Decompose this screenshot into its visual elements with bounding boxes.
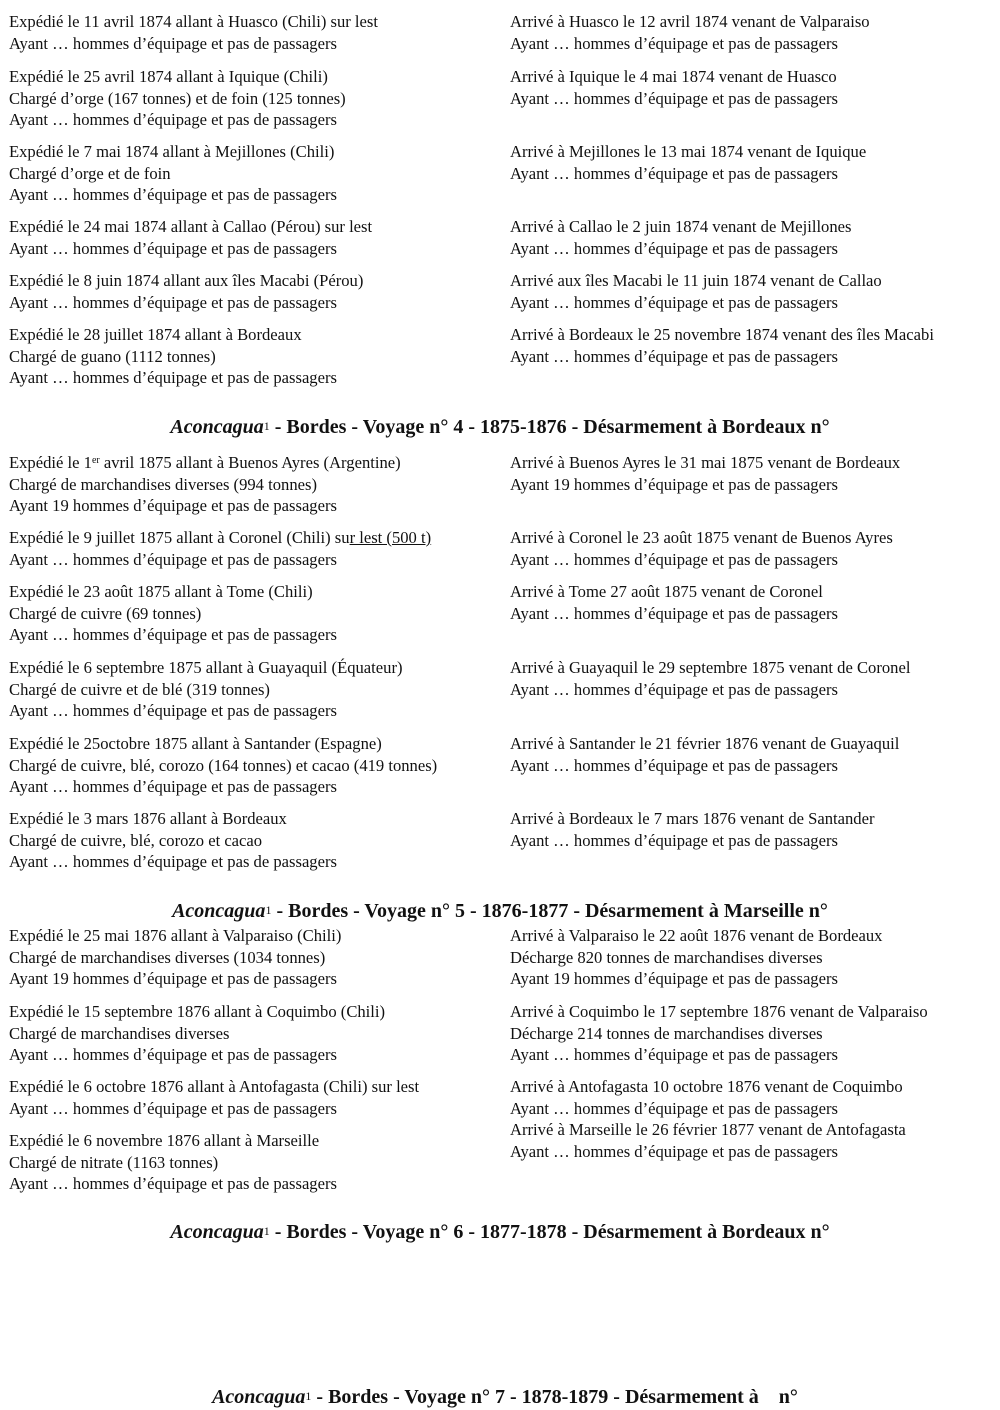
arrival-line: Arrivé à Bordeaux le 25 novembre 1874 venant des îles Macabi — [510, 325, 934, 344]
text: avril 1875 allant à Buenos Ayres (Argentine) — [99, 453, 401, 472]
voyage-header — [0, 414, 1000, 440]
arrival-line: Arrivé à Coquimbo le 17 septembre 1876 venant de Valparaiso — [510, 1002, 928, 1021]
arrival-line: Arrivé à Buenos Ayres le 31 mai 1875 venant de Bordeaux — [510, 453, 901, 472]
departure-line: Expédié le 11 avril 1874 allant à Huasco (Chili) sur lest — [9, 12, 378, 31]
arrival-line: Arrivé à Coronel le 23 août 1875 venant de Buenos Ayres — [510, 528, 893, 547]
departure-entry — [9, 527, 431, 570]
departure-entry — [9, 581, 337, 646]
crew-line: Ayant … hommes d’équipage et pas de passagers — [9, 625, 337, 645]
arrival-line: Arrivé à Santander le 21 février 1876 venant de Guayaquil — [510, 734, 900, 753]
departure-line: Expédié le 3 mars 1876 allant à Bordeaux — [9, 809, 287, 828]
voyage-header — [0, 1219, 1000, 1245]
departure-entry — [9, 216, 372, 259]
arrival-entry — [510, 1001, 928, 1066]
departure-line: Expédié le 6 novembre 1876 allant à Marseille — [9, 1131, 320, 1150]
cargo-line: Chargé d’orge (167 tonnes) et de foin (125 tonnes) — [9, 88, 346, 108]
ship-name: Aconcagua — [212, 1386, 306, 1408]
cargo-line: Chargé de marchandises diverses (994 tonnes) — [9, 474, 317, 494]
voyage-title: - Bordes - Voyage n° 7 - 1878-1879 - Désarmement à n° — [311, 1386, 798, 1408]
crew-line: Ayant … hommes d’équipage et pas de passagers — [510, 163, 838, 183]
ship-name: Aconcagua — [170, 1221, 264, 1243]
discharge-line: Décharge 820 tonnes de marchandises diverses — [510, 947, 823, 967]
arrival-entry — [510, 66, 838, 109]
arrival-entry — [510, 11, 870, 54]
crew-line: Ayant … hommes d’équipage et pas de passagers — [9, 1098, 337, 1118]
crew-line: Ayant … hommes d’équipage et pas de passagers — [9, 292, 337, 312]
crew-line: Ayant … hommes d’équipage et pas de passagers — [510, 549, 838, 569]
ship-name: Aconcagua — [170, 416, 264, 438]
arrival-line: Arrivé à Iquique le 4 mai 1874 venant de Huasco — [510, 67, 837, 86]
departure-entry — [9, 1076, 419, 1119]
crew-line: Ayant 19 hommes d’équipage et pas de passagers — [510, 969, 838, 989]
cargo-line: Chargé de nitrate (1163 tonnes) — [9, 1152, 219, 1172]
cargo-line: Chargé de cuivre, blé, corozo (164 tonnes) et cacao (419 tonnes) — [9, 755, 438, 775]
ship-name: Aconcagua — [172, 900, 266, 922]
departure-entry — [9, 66, 346, 131]
departure-line — [9, 527, 431, 549]
crew-line: Ayant … hommes d’équipage et pas de passagers — [9, 1174, 337, 1194]
departure-entry — [9, 808, 337, 873]
crew-line: Ayant … hommes d’équipage et pas de passagers — [9, 852, 337, 872]
departure-line: Expédié le 23 août 1875 allant à Tome (Chili) — [9, 582, 313, 601]
cargo-line: Chargé d’orge et de foin — [9, 163, 171, 183]
arrival-entry — [510, 733, 899, 776]
voyage-title: - Bordes - Voyage n° 4 - 1875-1876 - Désarmement à Bordeaux n° — [269, 416, 830, 438]
cargo-line: Chargé de marchandises diverses (1034 tonnes) — [9, 947, 326, 967]
departure-entry — [9, 1130, 337, 1195]
crew-line: Ayant … hommes d’équipage et pas de passagers — [9, 185, 337, 205]
crew-line: Ayant … hommes d’équipage et pas de passagers — [9, 110, 337, 130]
crew-line: Ayant … hommes d’équipage et pas de passagers — [9, 701, 337, 721]
voyage-header — [0, 898, 1000, 924]
crew-line: Ayant … hommes d’équipage et pas de passagers — [510, 88, 838, 108]
arrival-line: Arrivé à Valparaiso le 22 août 1876 venant de Bordeaux — [510, 926, 883, 945]
crew-line: Ayant … hommes d’équipage et pas de passagers — [9, 33, 337, 53]
arrival-line: Arrivé à Mejillones le 13 mai 1874 venant de Iquique — [510, 142, 867, 161]
cargo-line: Chargé de cuivre et de blé (319 tonnes) — [9, 679, 270, 699]
departure-entry — [9, 11, 378, 54]
text: Expédié le 9 juillet 1875 allant à Coronel (Chili) su — [9, 528, 350, 547]
departure-line: Expédié le 25 avril 1874 allant à Iquique (Chili) — [9, 67, 328, 86]
departure-entry — [9, 1001, 385, 1066]
crew-line: Ayant … hommes d’équipage et pas de passagers — [510, 603, 838, 623]
arrival-entry — [510, 527, 893, 570]
departure-entry — [9, 452, 401, 517]
departure-entry — [9, 657, 403, 722]
voyage-title: - Bordes - Voyage n° 5 - 1876-1877 - Désarmement à Marseille n° — [271, 900, 828, 922]
underlined-text: r lest (500 t) — [349, 528, 432, 547]
ordinal-suffix: er — [91, 455, 100, 466]
crew-line: Ayant … hommes d’équipage et pas de passagers — [510, 238, 838, 258]
arrival-entry — [510, 141, 866, 184]
departure-line: Expédié le 24 mai 1874 allant à Callao (Pérou) sur lest — [9, 217, 373, 236]
departure-line: Expédié le 6 octobre 1876 allant à Antofagasta (Chili) sur lest — [9, 1077, 420, 1096]
departure-line: Expédié le 28 juillet 1874 allant à Bordeaux — [9, 325, 302, 344]
cargo-line: Chargé de guano (1112 tonnes) — [9, 346, 216, 366]
departure-line — [9, 452, 401, 474]
voyage-header — [0, 1358, 1000, 1410]
crew-line: Ayant … hommes d’équipage et pas de passagers — [510, 33, 838, 53]
arrival-entry — [510, 1076, 906, 1162]
arrival-line: Arrivé à Huasco le 12 avril 1874 venant de Valparaiso — [510, 12, 870, 31]
crew-line: Ayant 19 hommes d’équipage et pas de passagers — [9, 969, 337, 989]
crew-line: Ayant … hommes d’équipage et pas de passagers — [510, 830, 838, 850]
cargo-line: Chargé de cuivre (69 tonnes) — [9, 603, 202, 623]
arrival-entry — [510, 925, 882, 990]
footnote-marker: 1 — [305, 1389, 312, 1403]
crew-line: Ayant … hommes d’équipage et pas de passagers — [510, 679, 838, 699]
arrival-entry — [510, 324, 934, 367]
crew-line: Ayant 19 hommes d’équipage et pas de passagers — [510, 474, 838, 494]
cargo-line: Chargé de marchandises diverses — [9, 1023, 230, 1043]
arrival-line: Arrivé à Guayaquil le 29 septembre 1875 venant de Coronel — [510, 658, 911, 677]
arrival-line: Arrivé à Antofagasta 10 octobre 1876 venant de Coquimbo — [510, 1077, 903, 1096]
arrival-line: Arrivé à Marseille le 26 février 1877 venant de Antofagasta — [510, 1120, 906, 1140]
crew-line: Ayant … hommes d’équipage et pas de passagers — [9, 368, 337, 388]
arrival-line: Arrivé aux îles Macabi le 11 juin 1874 venant de Callao — [510, 271, 882, 290]
footnote-marker: 1 — [265, 903, 272, 917]
arrival-entry — [510, 657, 910, 700]
arrival-entry — [510, 581, 838, 624]
crew-line: Ayant … hommes d’équipage et pas de passagers — [510, 1141, 838, 1161]
arrival-entry — [510, 216, 851, 259]
arrival-line: Arrivé à Tome 27 août 1875 venant de Coronel — [510, 582, 823, 601]
crew-line: Ayant … hommes d’équipage et pas de passagers — [9, 777, 337, 797]
departure-line: Expédié le 8 juin 1874 allant aux îles Macabi (Pérou) — [9, 271, 364, 290]
departure-line: Expédié le 15 septembre 1876 allant à Coquimbo (Chili) — [9, 1002, 386, 1021]
footnote-marker: 1 — [263, 419, 270, 433]
cargo-line: Chargé de cuivre, blé, corozo et cacao — [9, 830, 263, 850]
crew-line: Ayant … hommes d’équipage et pas de passagers — [510, 1045, 838, 1065]
departure-line: Expédié le 25 mai 1876 allant à Valparaiso (Chili) — [9, 926, 342, 945]
discharge-line: Décharge 214 tonnes de marchandises diverses — [510, 1023, 823, 1043]
arrival-entry — [510, 270, 882, 313]
departure-entry — [9, 324, 337, 389]
departure-entry — [9, 733, 437, 798]
crew-line: Ayant 19 hommes d’équipage et pas de passagers — [9, 496, 337, 516]
voyage-title: - Bordes - Voyage n° 6 - 1877-1878 - Désarmement à Bordeaux n° — [269, 1221, 830, 1243]
departure-entry — [9, 925, 341, 990]
crew-line: Ayant … hommes d’équipage et pas de passagers — [9, 1045, 337, 1065]
arrival-line: Arrivé à Bordeaux le 7 mars 1876 venant de Santander — [510, 809, 875, 828]
departure-line: Expédié le 6 septembre 1875 allant à Guayaquil (Équateur) — [9, 658, 403, 677]
departure-line: Expédié le 25octobre 1875 allant à Santander (Espagne) — [9, 734, 382, 753]
footnote-marker: 1 — [263, 1224, 270, 1238]
arrival-line: Arrivé à Callao le 2 juin 1874 venant de Mejillones — [510, 217, 852, 236]
text: Expédié le 1 — [9, 453, 92, 472]
arrival-entry — [510, 452, 900, 495]
crew-line: Ayant … hommes d’équipage et pas de passagers — [510, 346, 838, 366]
crew-line: Ayant … hommes d’équipage et pas de passagers — [9, 549, 337, 569]
crew-line: Ayant … hommes d’équipage et pas de passagers — [9, 238, 337, 258]
crew-line: Ayant … hommes d’équipage et pas de passagers — [510, 292, 838, 312]
crew-line: Ayant … hommes d’équipage et pas de passagers — [510, 755, 838, 775]
crew-line: Ayant … hommes d’équipage et pas de passagers — [510, 1098, 838, 1118]
departure-entry — [9, 270, 363, 313]
departure-line: Expédié le 7 mai 1874 allant à Mejillones (Chili) — [9, 142, 335, 161]
arrival-entry — [510, 808, 874, 851]
departure-entry — [9, 141, 337, 206]
